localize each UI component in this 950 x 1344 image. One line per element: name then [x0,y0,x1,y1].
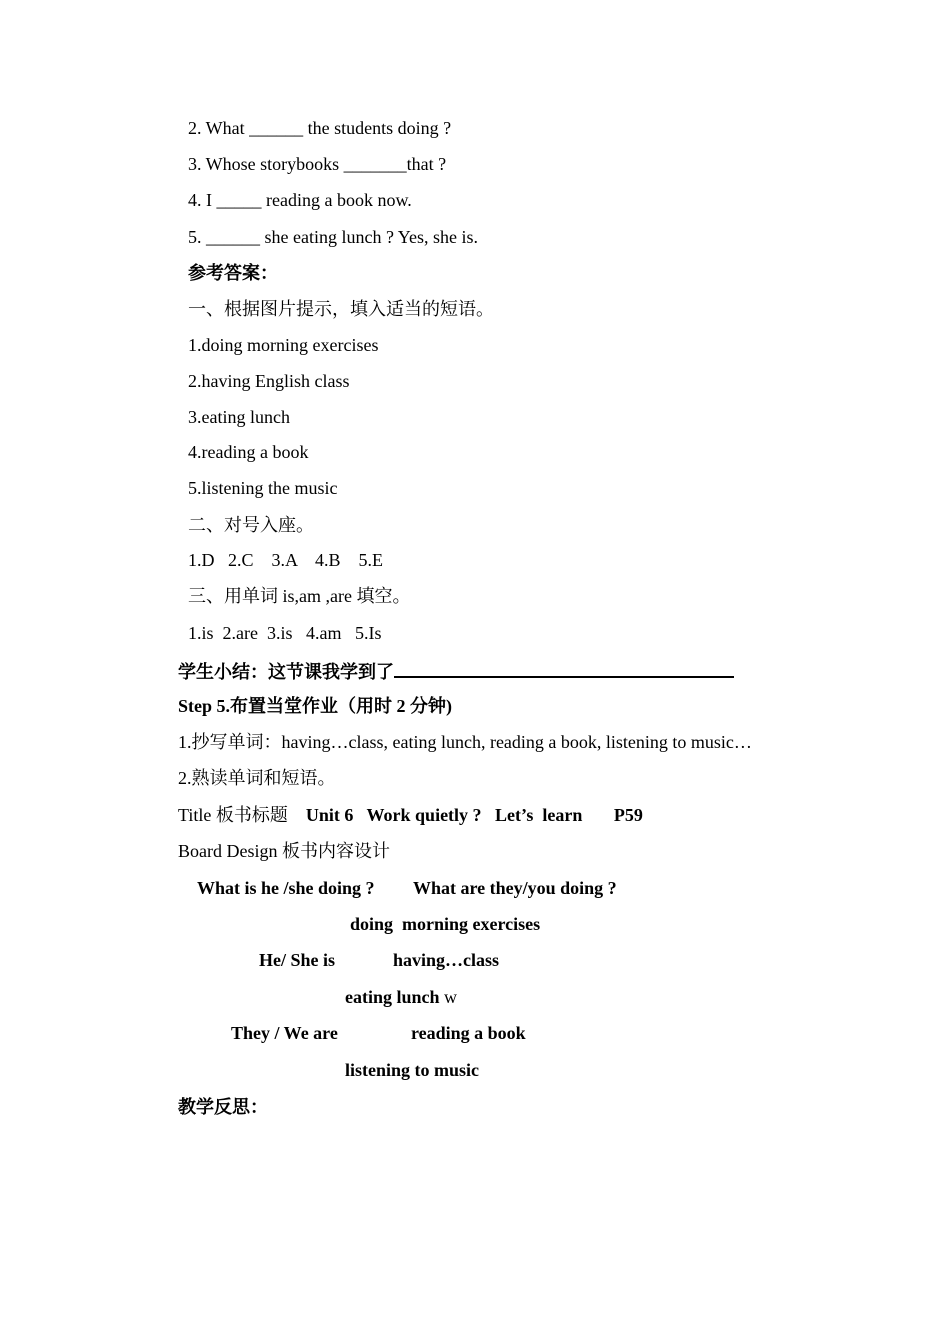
board-phrase: eating lunch [345,987,440,1007]
board-phrase: reading a book [411,1023,526,1043]
student-summary-label: 学生小结：这节课我学到了 [178,662,394,682]
exercise-item-4: 4. I _____ reading a book now. [188,190,412,210]
board-phrase-suffix: w [439,987,458,1007]
board-phrase-line [345,986,457,1008]
board-phrase: having…class [393,950,500,970]
answers-part1-item: 3.eating lunch [188,407,290,427]
board-title-label: Title 板书标题 [178,805,288,825]
answers-part1-item: 2.having English class [188,371,350,391]
board-phrase: listening to music [345,1060,480,1080]
board-title-value: Unit 6 Work quietly ? Let’s learn P59 [305,805,643,825]
answers-part2-title: 二、对号入座。 [188,515,314,535]
answers-part1-title: 一、根据图片提示，填入适当的短语。 [188,299,494,319]
answers-part1-item: 5.listening the music [188,478,338,498]
step5-item: 1.抄写单词：having…class, eating lunch, reading a book, listening to music… [178,732,752,752]
answers-part3-title: 三、用单词 is,am ,are 填空。 [188,586,411,606]
exercise-item-2: 2. What ______ the students doing ? [188,118,452,138]
board-question-1: What is he /she doing ? [197,878,375,898]
answers-part3-answers: 1.is 2.are 3.is 4.am 5.Is [188,623,382,643]
exercise-item-3: 3. Whose storybooks _______that ? [188,154,447,174]
answers-heading: 参考答案： [188,263,278,283]
exercise-item-5: 5. ______ she eating lunch ? Yes, she is. [188,227,478,247]
answers-part2-answers: 1.D 2.C 3.A 4.B 5.E [188,550,384,570]
board-phrase: doing morning exercises [350,914,541,934]
board-subject-they-we: They / We are [231,1023,338,1043]
step5-title: Step 5.布置当堂作业（用时 2 分钟) [178,696,452,716]
summary-blank-line [394,658,734,678]
board-subject-he-she: He/ She is [259,950,336,970]
answers-part1-item: 1.doing morning exercises [188,335,379,355]
teaching-reflection-label: 教学反思： [178,1097,268,1117]
answers-part1-item: 4.reading a book [188,442,309,462]
board-question-2: What are they/you doing ? [413,878,617,898]
step5-item: 2.熟读单词和短语。 [178,768,336,788]
board-design-label: Board Design 板书内容设计 [178,841,390,861]
board-title [178,804,643,826]
student-summary [178,658,734,683]
